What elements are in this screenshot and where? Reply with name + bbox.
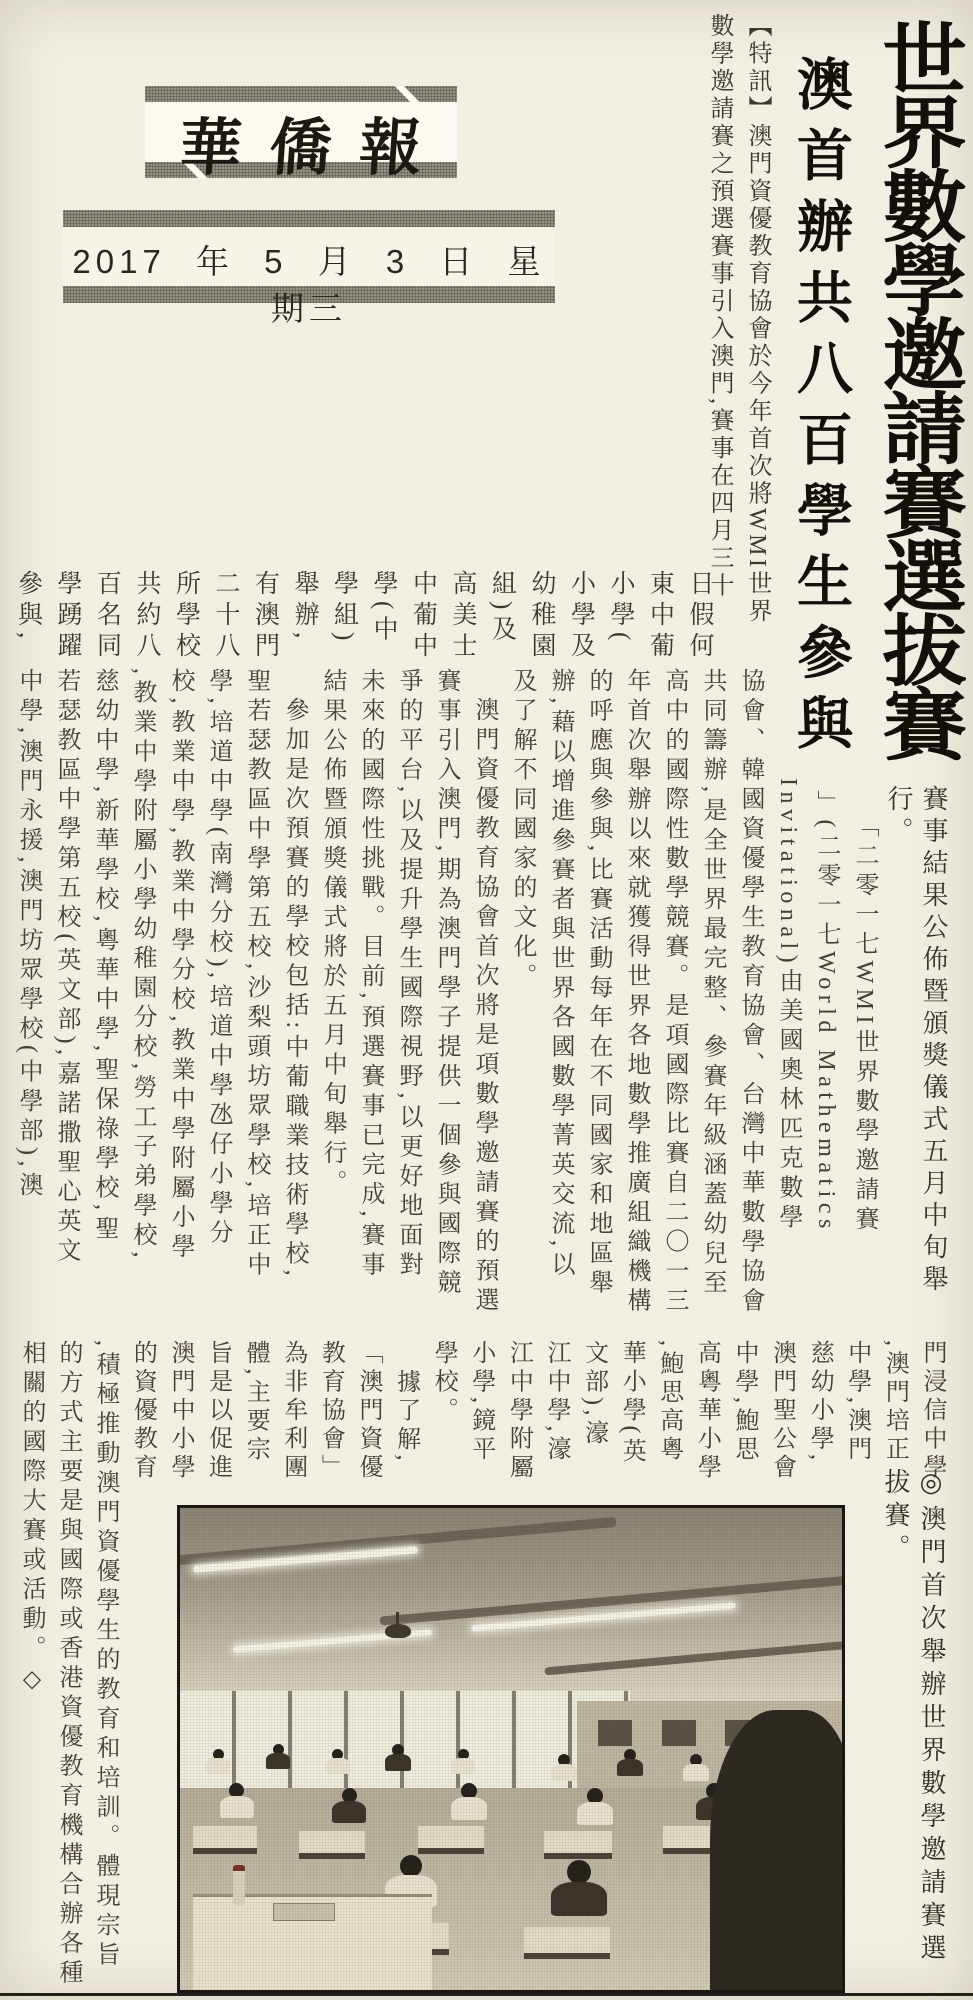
body-column-21: 若瑟教區中學第五校(英文部),嘉諾撒聖心英文 bbox=[53, 668, 79, 1267]
stub-column-8: 學(中 bbox=[370, 570, 397, 647]
body-column-9: 及了解不同國家的文化。 bbox=[509, 668, 535, 993]
note-column-0: 賽事結果公佈暨頒獎儀式五月中旬舉 bbox=[919, 785, 948, 1297]
strip-column-18: 體,主要宗 bbox=[242, 1340, 269, 1465]
stub-column-16: 學踴躍 bbox=[54, 570, 81, 663]
stub-column-11: 有澳門 bbox=[251, 570, 279, 663]
strip-column-8: 華小學(英 bbox=[618, 1340, 645, 1467]
body-column-22: 中學,澳門永援,澳門坊眾學校(中學部),澳 bbox=[15, 668, 41, 1202]
strip-column-13: 學校。 bbox=[430, 1340, 457, 1426]
tail-column-0: ,積極推動澳門資優學生的教育和培訓。體現宗旨 bbox=[92, 1340, 118, 1971]
strip-column-16: 教育協會」 bbox=[317, 1340, 344, 1483]
headline-sub: 澳首辦共八百學生參與 bbox=[790, 55, 853, 765]
headline-main: 世界數學邀請賽選拔賽 bbox=[870, 18, 966, 758]
intro-column-1: 數學邀請賽之預選賽事引入澳門,賽事在四月三十 bbox=[706, 13, 732, 600]
date-banner bbox=[63, 210, 555, 327]
stub-column-15: 百名同 bbox=[93, 570, 121, 663]
strip-column-20: 澳門中小學 bbox=[167, 1340, 193, 1483]
body-column-0: 「二零一七WMI世界數學邀請賽 bbox=[851, 813, 877, 1236]
date-text: 2017 年 5 月 3 日 星期三 bbox=[72, 243, 546, 327]
strip-column-6: 高粵華小學 bbox=[693, 1340, 720, 1483]
stub-column-7: 中葡中 bbox=[409, 570, 437, 663]
body-column-18: 校,教業中學,教業中學分校,教業中學附屬小學 bbox=[167, 668, 193, 1263]
strip-column-3: 慈幼小學, bbox=[806, 1340, 833, 1465]
clipping-bottom-edge bbox=[0, 1993, 973, 1996]
strip-column-5: 中學,鮑思 bbox=[731, 1340, 757, 1465]
masthead-logo: 華僑報 bbox=[177, 111, 453, 184]
strip-column-17: 為非牟利團 bbox=[279, 1340, 306, 1483]
strip-column-7: ,鮑思高粵 bbox=[655, 1340, 682, 1465]
strip-column-21: 的資優教育 bbox=[129, 1340, 156, 1483]
stub-column-5: 組)及 bbox=[488, 570, 516, 647]
body-column-8: 辦,藉以增進參賽者與世界各國數學菁英交流,以 bbox=[547, 668, 573, 1281]
stub-column-10: 舉辦, bbox=[291, 570, 318, 645]
stub-column-4: 幼稚園 bbox=[528, 570, 555, 663]
stub-column-6: 高美士 bbox=[449, 570, 476, 663]
body-column-11: 賽事引入澳門,期為澳門學子提供一個參與國際競 bbox=[433, 668, 459, 1299]
stub-column-17: 參與, bbox=[14, 570, 42, 645]
body-column-20: 慈幼中學,新華學校,粵華中學,聖保祿學校,聖 bbox=[91, 668, 117, 1245]
stub-column-3: 小學及 bbox=[567, 570, 595, 663]
caption-column-0: ◎澳門首次舉辦世界數學邀請賽選 bbox=[917, 1468, 946, 1967]
stub-column-14: 共約八 bbox=[133, 570, 160, 663]
stub-column-9: 學組) bbox=[330, 570, 358, 647]
body-column-6: 年首次舉辦以來就獲得世界各地數學推廣組織機構 bbox=[623, 668, 649, 1317]
caption-column-1: 拔賽。 bbox=[881, 1468, 910, 1567]
stub-column-1: 東中葡 bbox=[646, 570, 674, 663]
strip-column-12: 小學,鏡平 bbox=[467, 1340, 494, 1465]
strip-column-9: 文部),濠 bbox=[580, 1340, 607, 1449]
body-column-5: 高中的國際性數學競賽。是項國際比賽自二〇一三 bbox=[661, 668, 687, 1317]
intro-column-0: 【特訊】澳門資優教育協會於今年首次將WMI世界 bbox=[744, 13, 770, 626]
body-column-3: 協會、韓國資優學生教育協會、台灣中華數學協會 bbox=[737, 668, 763, 1317]
strip-column-19: 旨是以促進 bbox=[204, 1340, 231, 1483]
body-column-14: 結果公佈暨頒獎儀式將於五月中旬舉行。 bbox=[319, 668, 345, 1199]
body-column-4: 共同籌辦,是全世界最完整、參賽年級涵蓋幼兒至 bbox=[699, 668, 725, 1299]
stub-column-0: 日假何 bbox=[686, 570, 713, 663]
strip-column-4: 澳門聖公會 bbox=[768, 1340, 795, 1483]
strip-column-1: ,澳門培正 bbox=[881, 1340, 908, 1465]
body-column-7: 的呼應與參與,比賽活動每年在不同國家和地區舉 bbox=[585, 668, 611, 1299]
strip-column-10: 江中學,濠 bbox=[543, 1340, 569, 1465]
body-column-2: Invitational)由美國奧林匹克數學 bbox=[775, 778, 801, 1234]
body-column-12: 爭的平台,以及提升學生國際視野,以更好地面對 bbox=[395, 668, 421, 1281]
stub-column-12: 二十八 bbox=[212, 570, 239, 663]
body-column-1: 」(二零一七World Mathematics bbox=[813, 790, 839, 1234]
body-column-15: 參加是次預賽的學校包括:中葡職業技術學校, bbox=[281, 697, 307, 1282]
body-column-13: 未來的國際性挑戰。目前,預選賽事已完成,賽事 bbox=[357, 668, 383, 1281]
tail-column-2: 相關的國際大賽或活動。◇ bbox=[18, 1340, 44, 1698]
strip-column-14: 據了解, bbox=[392, 1369, 419, 1465]
strip-column-11: 江中學附屬 bbox=[505, 1340, 532, 1483]
masthead-banner bbox=[145, 86, 457, 184]
stub-column-2: 小學( bbox=[607, 570, 634, 647]
body-column-16: 聖若瑟教區中學第五校,沙梨頭坊眾學校,培正中 bbox=[243, 668, 269, 1281]
date-top-bar bbox=[63, 210, 555, 227]
note-column-1: 行。 bbox=[884, 785, 913, 849]
tail-column-1: 的方式主要是與國際或香港資優教育機構合辦各種 bbox=[55, 1340, 81, 1989]
body-column-19: ,教業中學附屬小學幼稚園分校,勞工子弟學校, bbox=[129, 668, 155, 1263]
stub-column-13: 所學校 bbox=[172, 570, 200, 663]
halftone-overlay bbox=[180, 1508, 842, 1990]
body-column-10: 澳門資優教育協會首次將是項數學邀請賽的預選 bbox=[471, 697, 497, 1317]
news-photo bbox=[177, 1505, 845, 1993]
strip-column-0: 門浸信中學 bbox=[919, 1340, 945, 1483]
strip-column-15: 「澳門資優 bbox=[355, 1340, 381, 1483]
body-column-17: 學,培道中學(南灣分校),培道中學氹仔小學分 bbox=[205, 668, 231, 1249]
strip-column-2: 中學,澳門 bbox=[843, 1340, 870, 1465]
